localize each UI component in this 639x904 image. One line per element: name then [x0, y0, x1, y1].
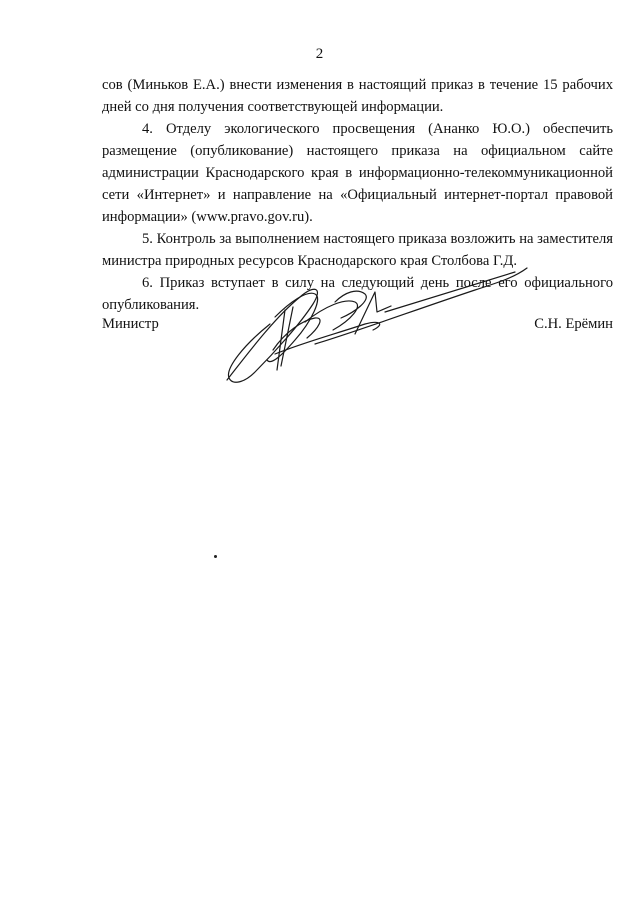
paragraph-continuation-line-1: сов (Миньков Е.А.) внести изменения в настоящий приказ в течение 15 рабочих	[102, 77, 613, 93]
paragraph-item-6: 6. Приказ вступает в силу на следующий день после его официального опубликования.	[102, 275, 613, 313]
page-number: 2	[315, 46, 324, 62]
signatory-position: Министр	[102, 316, 159, 332]
paragraph-continuation	[102, 74, 613, 118]
signatory-name: С.Н. Ерёмин	[534, 316, 613, 332]
paragraph-continuation-line-2: дней со дня получения соответствующей информации.	[102, 99, 444, 115]
handwritten-signature	[215, 262, 535, 387]
stray-mark	[214, 555, 217, 558]
paragraph-item-4: 4. Отделу экологического просвещения (Ананко Ю.О.) обеспечить размещение (опубликование) настоящего приказа на официальном сайте администрации Краснодарского края в информационно-телекоммуникационной сети «Интернет» и направление на «Официальный интернет-портал правовой информации» (www.pravo.gov.ru).	[102, 121, 613, 225]
paragraph-item-5: 5. Контроль за выполнением настоящего приказа возложить на заместителя министра природных ресурсов Краснодарского края Столбова Г.Д.	[102, 231, 613, 269]
